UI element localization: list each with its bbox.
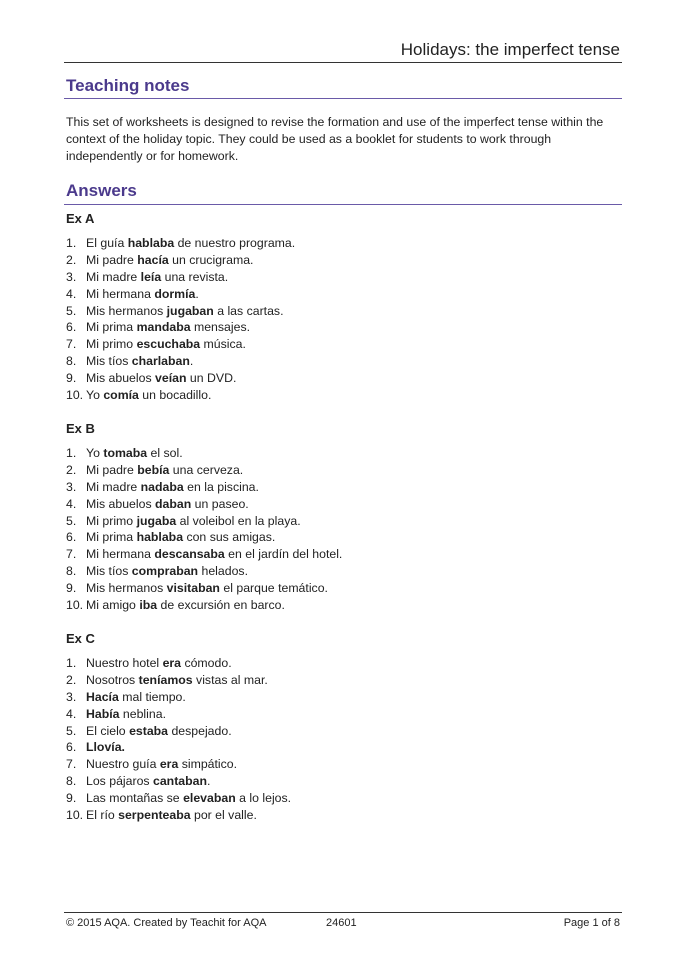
- answer-text-after: cómodo.: [181, 656, 232, 670]
- answer-text-before: Mi prima: [86, 320, 137, 335]
- answer-verb: escuchaba: [136, 337, 201, 352]
- answer-number: 10.: [66, 598, 84, 613]
- answer-text-before: El cielo: [86, 723, 130, 738]
- answer-item: [66, 672, 291, 689]
- answer-text-after: al voleibol en la playa.: [176, 513, 301, 528]
- answer-text-before: Mis hermanos: [86, 581, 167, 596]
- answer-verb: hablaba: [136, 530, 184, 545]
- answer-verb: dormía: [154, 286, 196, 301]
- answer-item: [66, 370, 295, 387]
- answer-text-after: el parque temático.: [219, 581, 328, 596]
- answer-number: 5.: [66, 303, 77, 318]
- answer-text-after: vistas al mar.: [192, 672, 268, 687]
- answer-number: 4.: [66, 286, 77, 301]
- answer-verb: Hacía: [86, 689, 119, 704]
- answer-text-after: el sol.: [147, 446, 183, 460]
- answer-verb: cantaban: [153, 774, 207, 789]
- answer-verb: jugaba: [136, 513, 177, 528]
- answer-verb: elevaban: [183, 791, 236, 806]
- answer-text-before: Mi primo: [86, 337, 137, 352]
- answer-text-before: Nuestro hotel: [86, 656, 163, 670]
- answer-verb: teníamos: [138, 672, 193, 687]
- answer-text-after: de nuestro programa.: [174, 236, 296, 250]
- answer-verb: Había: [86, 706, 120, 721]
- answer-item: [66, 689, 291, 706]
- answer-number: 6.: [66, 530, 77, 545]
- answer-text-after: en la piscina.: [183, 479, 259, 494]
- answer-number: 3.: [66, 479, 77, 494]
- answer-number: 10.: [66, 388, 84, 403]
- answer-text-after: .: [207, 774, 211, 789]
- answer-text-before: Yo: [86, 388, 104, 403]
- answer-verb: descansaba: [154, 547, 225, 562]
- answer-number: 9.: [66, 581, 77, 596]
- answer-number: 7.: [66, 757, 77, 772]
- answers-divider: [64, 204, 622, 205]
- answer-text-before: Mis abuelos: [86, 496, 156, 511]
- answer-verb: jugaban: [166, 303, 214, 318]
- answer-item: [66, 387, 295, 404]
- answer-verb: era: [159, 757, 179, 772]
- header-divider: [64, 62, 622, 63]
- answer-verb: leía: [140, 269, 162, 284]
- exercise-b-list: [66, 445, 342, 614]
- answer-text-before: Los pájaros: [86, 774, 153, 789]
- footer-divider: [64, 912, 622, 913]
- document-header-title: Holidays: the imperfect tense: [400, 40, 620, 59]
- answer-text-before: Mis abuelos: [86, 371, 156, 386]
- answer-item: [66, 723, 291, 740]
- answer-text-before: El río: [86, 808, 119, 823]
- answer-number: 10.: [66, 808, 84, 823]
- exercise-c-title: Ex C: [66, 631, 95, 646]
- answer-text-before: Yo: [86, 446, 104, 460]
- answer-text-before: Mi madre: [86, 479, 141, 494]
- answer-number: 1.: [66, 446, 77, 460]
- answer-item: [66, 235, 295, 252]
- answer-text-after: una cerveza.: [169, 462, 244, 477]
- answer-item: [66, 319, 295, 336]
- answer-text-before: Las montañas se: [86, 791, 184, 806]
- answer-verb: nadaba: [140, 479, 184, 494]
- answer-number: 1.: [66, 656, 77, 670]
- answer-verb: hablaba: [127, 236, 175, 250]
- answer-number: 3.: [66, 689, 77, 704]
- answer-number: 2.: [66, 672, 77, 687]
- answer-text-before: Mis tíos: [86, 564, 132, 579]
- answer-item: [66, 563, 342, 580]
- answer-verb: hacía: [137, 252, 169, 267]
- answer-text-after: un bocadillo.: [138, 388, 212, 403]
- answer-text-after: helados.: [198, 564, 248, 579]
- answer-verb: compraban: [131, 564, 199, 579]
- answer-number: 8.: [66, 354, 77, 369]
- answer-text-before: El guía: [86, 236, 128, 250]
- answer-text-before: Mi amigo: [86, 598, 140, 613]
- answer-number: 5.: [66, 723, 77, 738]
- answer-item: [66, 353, 295, 370]
- answer-number: 7.: [66, 547, 77, 562]
- answer-item: [66, 580, 342, 597]
- teaching-notes-text: This set of worksheets is designed to revise the formation and use of the imperfect tense within the context of the holiday topic. They could be used as a booklet for students to work through independently or for homework.: [66, 115, 604, 164]
- answer-text-before: Mis tíos: [86, 354, 132, 369]
- answer-text-before: Mi primo: [86, 513, 137, 528]
- answer-verb: mandaba: [136, 320, 191, 335]
- answer-text-after: mensajes.: [190, 320, 251, 335]
- answer-verb: iba: [139, 598, 158, 613]
- answer-verb: comía: [103, 388, 139, 403]
- answer-item: [66, 655, 291, 672]
- answer-text-before: Mi hermana: [86, 547, 155, 562]
- answer-number: 1.: [66, 236, 77, 250]
- answer-item: [66, 790, 291, 807]
- answer-item: [66, 773, 291, 790]
- answer-item: [66, 286, 295, 303]
- footer-code: 24601: [326, 917, 357, 929]
- answer-item: [66, 445, 342, 462]
- answer-text-after: simpático.: [178, 757, 238, 772]
- answer-verb: bebía: [137, 462, 170, 477]
- answer-text-after: de excursión en barco.: [157, 598, 285, 613]
- answer-number: 6.: [66, 320, 77, 335]
- answer-text-after: una revista.: [161, 269, 229, 284]
- answer-item: [66, 546, 342, 563]
- answer-number: 8.: [66, 564, 77, 579]
- answer-verb: Llovía.: [86, 740, 125, 755]
- answer-item: [66, 597, 342, 614]
- answer-verb: charlaban: [131, 354, 190, 369]
- answer-number: 4.: [66, 496, 77, 511]
- answer-item: [66, 706, 291, 723]
- answer-item: [66, 529, 342, 546]
- exercise-a-list: [66, 235, 295, 404]
- exercise-b-title: Ex B: [66, 421, 95, 436]
- answer-number: 8.: [66, 774, 77, 789]
- answer-text-after: a las cartas.: [213, 303, 284, 318]
- answer-text-after: despejado.: [168, 723, 232, 738]
- footer-page-number: Page 1 of 8: [563, 917, 620, 929]
- answer-item: [66, 756, 291, 773]
- answer-text-after: en el jardín del hotel.: [224, 547, 343, 562]
- answer-verb: era: [162, 656, 182, 670]
- answer-verb: tomaba: [103, 446, 148, 460]
- answer-item: [66, 739, 291, 756]
- answer-text-before: Nosotros: [86, 672, 139, 687]
- answer-number: 2.: [66, 462, 77, 477]
- answer-text-after: .: [189, 354, 194, 369]
- answer-text-after: música.: [200, 337, 246, 352]
- answer-number: 9.: [66, 791, 77, 806]
- footer-copyright: © 2015 AQA. Created by Teachit for AQA: [66, 917, 267, 929]
- answer-text-before: Nuestro guía: [86, 757, 160, 772]
- answer-text-before: Mi hermana: [86, 286, 155, 301]
- answers-heading: Answers: [66, 181, 137, 200]
- answer-number: 4.: [66, 706, 77, 721]
- answer-item: [66, 479, 342, 496]
- answer-text-before: Mi prima: [86, 530, 137, 545]
- teaching-notes-heading: Teaching notes: [66, 76, 190, 95]
- answer-text-before: Mi madre: [86, 269, 141, 284]
- answer-item: [66, 496, 342, 513]
- answer-number: 6.: [66, 740, 77, 755]
- exercise-a-title: Ex A: [66, 211, 95, 226]
- exercise-c-list: [66, 655, 291, 824]
- answer-text-after: a lo lejos.: [235, 791, 292, 806]
- answer-item: [66, 462, 342, 479]
- teaching-notes-divider: [64, 98, 622, 99]
- answer-text-after: un paseo.: [191, 496, 249, 511]
- answer-verb: veían: [155, 371, 187, 386]
- answer-text-after: un DVD.: [186, 371, 237, 386]
- answer-number: 7.: [66, 337, 77, 352]
- answer-text-before: Mi padre: [86, 462, 138, 477]
- answer-text-after: con sus amigas.: [183, 530, 276, 545]
- answer-item: [66, 807, 291, 824]
- answer-number: 9.: [66, 371, 77, 386]
- answer-item: [66, 513, 342, 530]
- answer-number: 3.: [66, 269, 77, 284]
- answer-item: [66, 303, 295, 320]
- answer-item: [66, 269, 295, 286]
- answer-text-after: .: [195, 286, 199, 301]
- answer-text-before: Mis hermanos: [86, 303, 167, 318]
- answer-verb: estaba: [129, 723, 169, 738]
- answer-text-after: neblina.: [119, 706, 166, 721]
- answer-text-after: mal tiempo.: [118, 689, 186, 704]
- answer-item: [66, 336, 295, 353]
- answer-text-before: Mi padre: [86, 252, 138, 267]
- answer-verb: visitaban: [166, 581, 220, 596]
- answer-text-after: un crucigrama.: [168, 252, 254, 267]
- answer-item: [66, 252, 295, 269]
- answer-number: 5.: [66, 513, 77, 528]
- answer-text-after: por el valle.: [190, 808, 257, 823]
- answer-verb: serpenteaba: [118, 808, 191, 823]
- answer-number: 2.: [66, 252, 77, 267]
- answer-verb: daban: [155, 496, 192, 511]
